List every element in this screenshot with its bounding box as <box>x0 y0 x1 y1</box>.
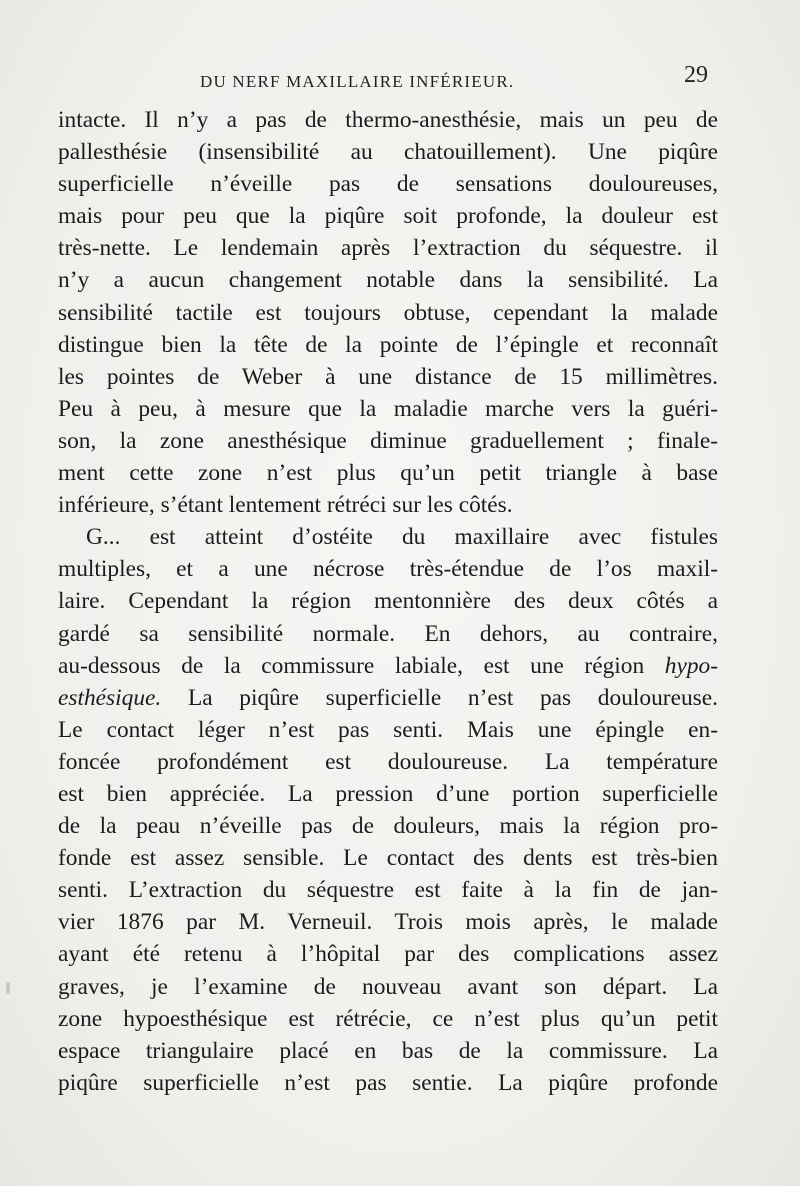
text-line: distingue bien la tête de la pointe de l’épingle et reconnaît <box>58 331 718 358</box>
text-line: Peu à peu, à mesure que la maladie marche vers la guéri- <box>58 395 718 422</box>
text-line: inférieure, s’étant lentement rétréci sur les côtés. <box>58 492 513 519</box>
text-line: son, la zone anesthésique diminue graduellement ; finale- <box>58 427 718 454</box>
text-line <box>58 682 718 714</box>
text-line: fonde est assez sensible. Le contact des dents est très-bien <box>58 845 718 872</box>
text-line: n’y a aucun changement notable dans la sensibilité. La <box>58 267 718 294</box>
text-line: gardé sa sensibilité normale. En dehors, au contraire, <box>58 620 718 647</box>
text-line: intacte. Il n’y a pas de thermo-anesthésie, mais un peu de <box>58 107 718 133</box>
text-segment: La piqûre superficielle n’est pas douloureuse. <box>187 684 718 711</box>
text-line: vier 1876 par M. Verneuil. Trois mois après, le malade <box>58 909 718 936</box>
text-line: ment cette zone n’est plus qu’un petit triangle à base <box>58 460 718 487</box>
text-line: zone hypoesthésique est rétrécie, ce n’est plus qu’un petit <box>58 1005 718 1032</box>
text-line: espace triangulaire placé en bas de la commissure. La <box>58 1037 718 1064</box>
text-line: sensibilité tactile est toujours obtuse, cependant la malade <box>58 299 718 326</box>
paragraph-start-line: G... est atteint d’ostéite du maxillaire avec fistules <box>86 524 718 551</box>
running-head: DU NERF MAXILLAIRE INFÉRIEUR. <box>200 72 515 91</box>
text-line: mais pour peu que la piqûre soit profonde, la douleur est <box>58 203 718 230</box>
page-number: 29 <box>684 62 708 88</box>
text-line <box>58 650 718 682</box>
text-line: piqûre superficielle n’est pas sentie. La piqûre profonde <box>58 1069 718 1096</box>
text-line: Le contact léger n’est pas senti. Mais une épingle en- <box>58 716 718 743</box>
italic-term: hypo- <box>664 652 719 679</box>
text-line: senti. L’extraction du séquestre est faite à la fin de jan- <box>58 877 718 904</box>
text-segment: au-dessous de la commissure labiale, est une région <box>58 652 645 679</box>
text-line: multiples, et a une nécrose très-étendue de l’os maxil- <box>58 556 718 583</box>
text-line: graves, je l’examine de nouveau avant son départ. La <box>58 973 718 1000</box>
text-line: très-nette. Le lendemain après l’extraction du séquestre. il <box>58 235 718 262</box>
body-text <box>58 104 718 1099</box>
text-line: est bien appréciée. La pression d’une portion superficielle <box>58 780 718 807</box>
text-line: pallesthésie (insensibilité au chatouillement). Une piqûre <box>58 139 718 166</box>
paper-speck <box>6 982 10 994</box>
text-line: ayant été retenu à l’hôpital par des complications assez <box>58 941 718 968</box>
text-line: laire. Cependant la région mentonnière des deux côtés a <box>58 588 718 615</box>
text-line: de la peau n’éveille pas de douleurs, mais la région pro- <box>58 813 718 840</box>
italic-term: esthésique. <box>58 684 162 711</box>
text-line: foncée profondément est douloureuse. La température <box>58 748 718 775</box>
text-line: les pointes de Weber à une distance de 15 millimètres. <box>58 363 718 390</box>
text-line: superficielle n’éveille pas de sensations douloureuses, <box>58 171 718 198</box>
